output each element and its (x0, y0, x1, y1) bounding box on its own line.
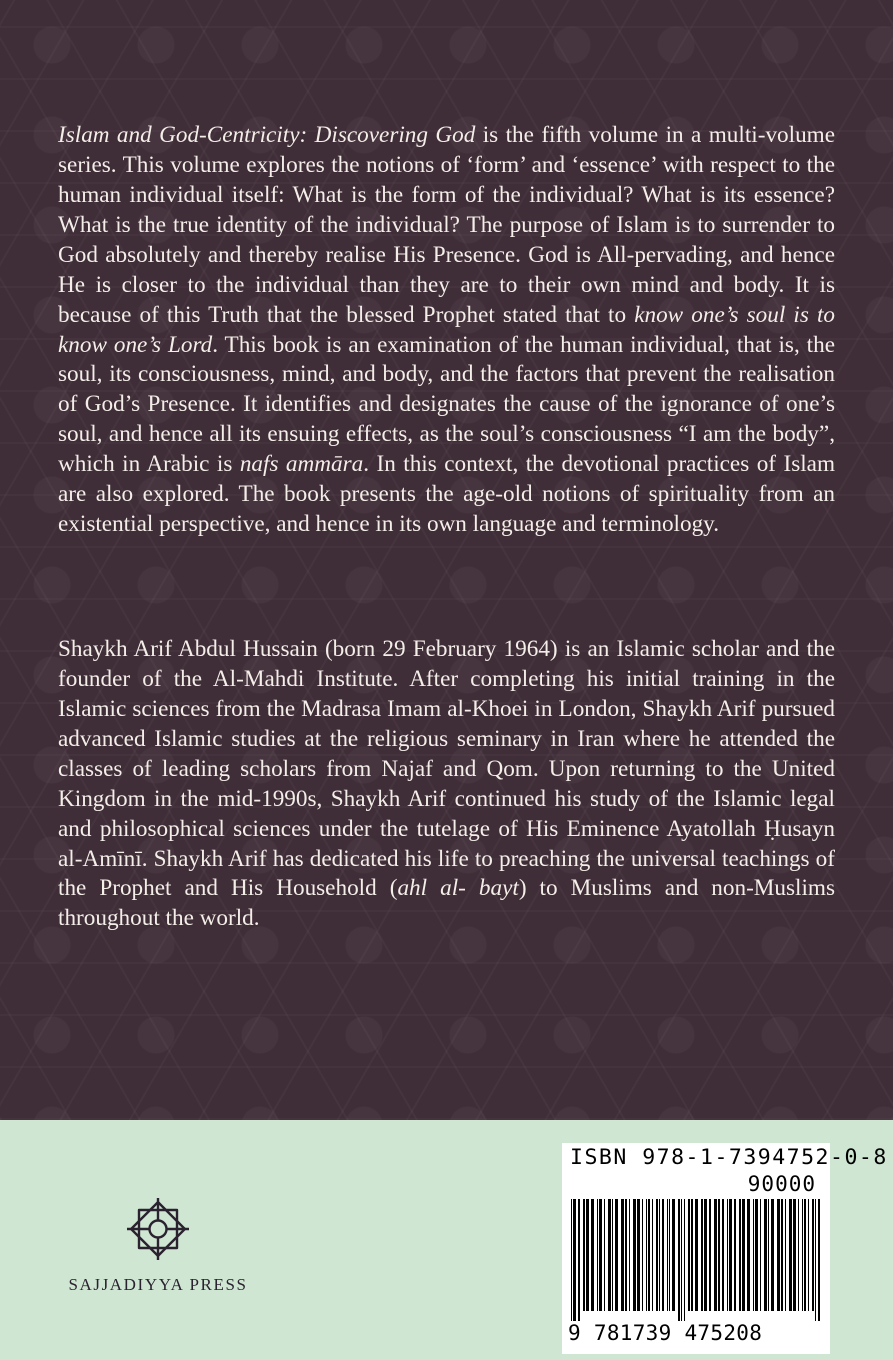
barcode-bar (629, 1199, 630, 1311)
barcode-bar (742, 1199, 745, 1311)
barcode-bar (625, 1199, 627, 1311)
barcode-bar (615, 1199, 618, 1311)
barcode-bar (586, 1199, 589, 1311)
bio-text-2: ) to Muslims and non-Muslims throughout the world. (58, 875, 835, 932)
isbn-label: ISBN 978-1-7394752-0-8 (570, 1145, 888, 1170)
author-bio (58, 635, 835, 934)
barcode-bars (568, 1199, 824, 1321)
arabic-term: nafs ammāra (239, 451, 364, 478)
eight-point-star-knot-icon (125, 1196, 191, 1262)
barcode-bar (656, 1199, 658, 1311)
barcode-bar (739, 1199, 741, 1311)
barcode-bar (755, 1199, 758, 1311)
barcode-bar (648, 1199, 650, 1311)
barcode-bar (793, 1199, 796, 1311)
barcode-bar (781, 1199, 783, 1311)
barcode-bar (808, 1199, 809, 1311)
barcode-bar (681, 1199, 682, 1321)
barcode-bar (760, 1199, 761, 1311)
barcode-bar (571, 1199, 572, 1321)
hadith-quote: know one’s soul is to know one’s Lord (58, 301, 836, 358)
barcode-bar (684, 1199, 685, 1321)
barcode-bar (768, 1199, 769, 1311)
barcode-bar (591, 1199, 594, 1311)
barcode-bar (573, 1199, 576, 1321)
barcode-bar (637, 1199, 640, 1311)
barcode-bar (704, 1199, 707, 1311)
barcode-bar (771, 1199, 774, 1311)
barcode-bar (583, 1199, 585, 1311)
book-description (58, 121, 835, 540)
barcode-bar (691, 1199, 693, 1311)
barcode-bar (633, 1199, 636, 1311)
barcode-bar (621, 1199, 624, 1311)
barcode-bar (688, 1199, 690, 1311)
barcode-bar (695, 1199, 698, 1311)
barcode-bar (672, 1199, 675, 1311)
barcode-bar (734, 1199, 736, 1311)
barcode-bar (667, 1199, 668, 1311)
barcode-bar (578, 1199, 580, 1321)
barcode-bar (612, 1199, 613, 1311)
barcode-bar (753, 1199, 754, 1311)
publisher-name: SAJJADIYYA PRESS (68, 1275, 248, 1294)
barcode-bar (812, 1199, 814, 1311)
barcode-bar (714, 1199, 717, 1311)
barcode-bar (678, 1199, 680, 1321)
barcode-bar (815, 1199, 816, 1321)
barcode-bar (597, 1199, 598, 1311)
barcode-bar (662, 1199, 664, 1311)
barcode-bar (789, 1199, 792, 1311)
barcode-bar (608, 1199, 611, 1311)
barcode-bar (785, 1199, 786, 1311)
barcode-bar (599, 1199, 602, 1311)
isbn-barcode (562, 1143, 888, 1354)
barcode-bar (722, 1199, 724, 1311)
barcode-bar (669, 1199, 670, 1311)
barcode-bar (729, 1199, 732, 1311)
description-text-2: . This book is an examination of the human individual, that is, the soul, its consciousness, mind, and body, and the factors that prevent the realisation of God’s Presence. It identifies and designates the cause of the ignorance of one’s soul, and hence all its ensuing effects, as the soul’s consciousness “I am the body”, which in Arabic is (58, 331, 835, 478)
barcode-bar (802, 1199, 803, 1311)
barcode-bar (798, 1199, 799, 1311)
bio-text-1: Shaykh Arif Abdul Hussain (born 29 February 1964) is an Islamic scholar and the founder of the Al-Mahdi Institute. After completing his initial training in the Islamic sciences from the Madrasa Imam al-Khoei in London, Shaykh Arif pursued advanced Islamic studies at the religious seminary in Iran where he attended the classes of leading scholars from Najaf and Qom. Upon returning to the United Kingdom in the mid-1990s, Shaykh Arif continued his study of the Islamic legal and philosophical sciences under the tutelage of His Eminence Ayatollah Ḥusayn al-Amīnī. Shaykh Arif has dedicated his life to preaching the universal teachings of the Prophet and His Household ( (58, 636, 835, 902)
barcode-bar (659, 1199, 660, 1311)
book-title: Islam and God-Centricity: Discovering God (58, 122, 476, 149)
barcode-bar (709, 1199, 711, 1311)
barcode-bar (747, 1199, 750, 1311)
barcode-bar (777, 1199, 780, 1311)
barcode-bar (764, 1199, 767, 1311)
barcode-bar (701, 1199, 703, 1311)
barcode-bar (642, 1199, 643, 1311)
barcode-bar (652, 1199, 653, 1311)
description-text-3: . In this context, the devotional practices of Islam are also explored. The book presents the age-old notions of spirituality from an existential perspective, and hence in its own language and terminology. (58, 451, 835, 537)
barcode-bar (646, 1199, 647, 1311)
barcode-bar (727, 1199, 728, 1311)
barcode-bar (818, 1199, 820, 1321)
price-code: 90000 (747, 1172, 816, 1196)
ean-number: 9 781739 475208 (568, 1321, 763, 1345)
barcode-bar (604, 1199, 605, 1311)
description-text-1: is the fifth volume in a multi-volume series. This volume explores the notions of ‘form’ and ‘essence’ with respect to the human individual itself: What is the form of the individual? What is its essence? What is the true identity of the individual? The purpose of Islam is to surrender to God absolutely and thereby realise His Presence. God is All-pervading, and hence He is closer to the individual than they are to their own mind and body. It is because of this Truth that the blessed Prophet stated that to (58, 122, 835, 328)
barcode-bar (804, 1199, 806, 1311)
arabic-term: ahl al- bayt (397, 875, 519, 902)
barcode-bar (718, 1199, 720, 1311)
